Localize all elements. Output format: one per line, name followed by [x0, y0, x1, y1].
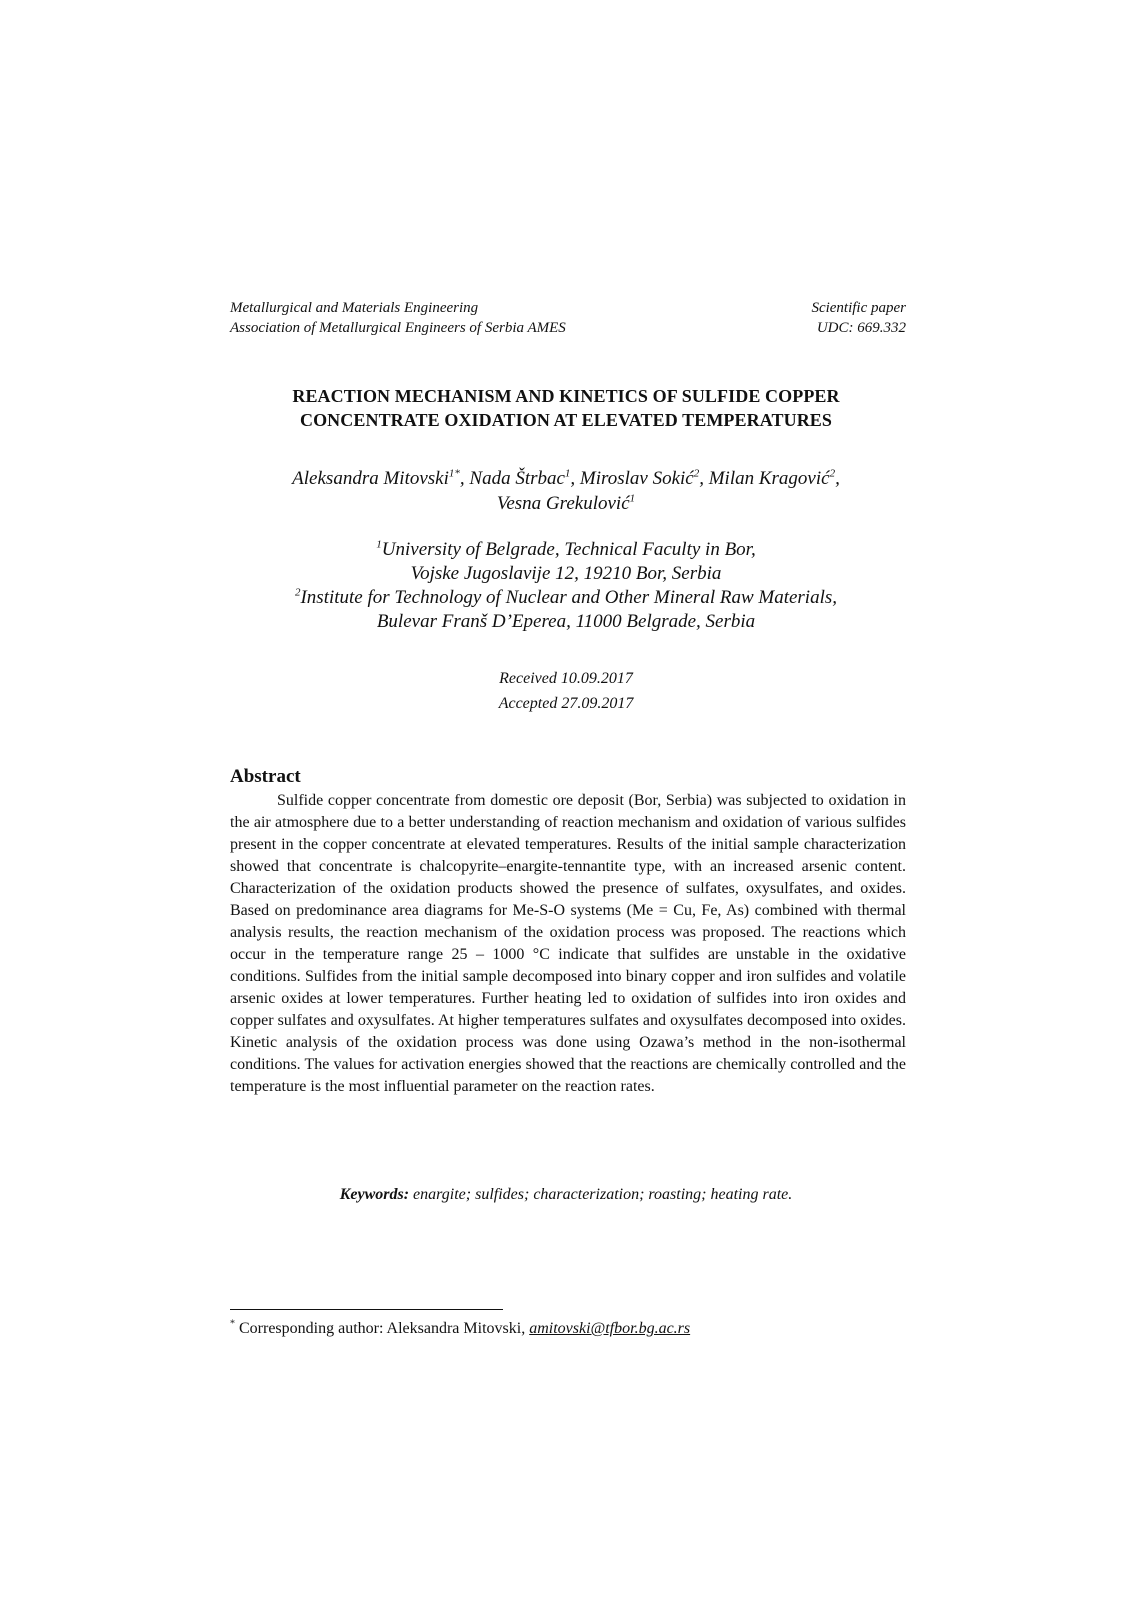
footnote-mark: *	[230, 1318, 235, 1330]
association-name: Association of Metallurgical Engineers of Serbia AMES	[230, 320, 566, 336]
author-affil-mark: 2	[693, 467, 700, 480]
author-affil-mark: 1	[564, 467, 571, 480]
affiliation-1-name: University of Belgrade, Technical Faculty in Bor,	[381, 539, 756, 560]
author-affil-mark: 1	[629, 492, 636, 505]
affiliations	[150, 538, 982, 634]
header-row-1	[230, 298, 906, 318]
author-name: Aleksandra Mitovski	[292, 468, 449, 489]
email-link[interactable]: amitovski@tfbor.bg.ac.rs	[529, 1320, 691, 1337]
author-name: Miroslav Sokić	[579, 468, 694, 489]
affiliation-mark: 2	[294, 586, 301, 599]
title-line-1: REACTION MECHANISM AND KINETICS OF SULFIDE COPPER	[292, 386, 840, 406]
author-separator: ,	[699, 468, 709, 489]
affiliation-2-line-1	[150, 586, 982, 610]
keywords-text: enargite; sulfides; characterization; roasting; heating rate.	[409, 1186, 793, 1203]
affiliation-2-name: Institute for Technology of Nuclear and Other Mineral Raw Materials,	[300, 587, 838, 608]
corresponding-author-footnote	[230, 1318, 906, 1340]
author-list	[150, 466, 982, 516]
paper-type: Scientific paper	[811, 300, 906, 316]
journal-name: Metallurgical and Materials Engineering	[230, 300, 479, 316]
author-affil-mark: 2	[829, 467, 836, 480]
authors-line-2	[150, 491, 982, 516]
footnote-divider	[230, 1309, 503, 1310]
affiliation-2-line-2: Bulevar Franš D’Eperea, 11000 Belgrade, Serbia	[376, 611, 756, 632]
authors-line-1	[150, 466, 982, 491]
keywords	[150, 1184, 982, 1206]
author-separator: ,	[459, 468, 470, 489]
abstract-text: Sulfide copper concentrate from domestic ore deposit (Bor, Serbia) was subjected to oxidation in the air atmosphere due to a better understanding of reaction mechanism and oxidation of various sulfides present in the copper concentrate at elevated temperatures. Results of the initial sample characterization showed that concentrate is chalcopyrite–enargite-tennantite type, with an increased arsenic content. Characterization of the oxidation products showed the presence of sulfates, oxysulfates, and oxides. Based on predominance area diagrams for Me-S-O systems (Me = Cu, Fe, As) combined with thermal analysis results, the reaction mechanism of the oxidation process was proposed. The reactions which occur in the temperature range 25 – 1000 °C indicate that sulfides are unstable in the oxidative conditions. Sulfides from the initial sample decomposed into binary copper and iron sulfides and volatile arsenic oxides at lower temperatures. Further heating led to oxidation of sulfides into iron oxides and copper sulfates and oxysulfates. At higher temperatures sulfates and oxysulfates decomposed into oxides. Kinetic analysis of the oxidation process was done using Ozawa’s method in the non-isothermal conditions. The values for activation energies showed that the reactions are chemically controlled and the temperature is the most influential parameter on the reaction rates.	[230, 792, 906, 1095]
footnote-text: Corresponding author: Aleksandra Mitovski,	[235, 1320, 530, 1337]
author-affil-mark: 1*	[448, 467, 460, 480]
journal-header	[230, 298, 906, 338]
author-separator: ,	[570, 468, 580, 489]
affiliation-1-line-2: Vojske Jugoslavije 12, 19210 Bor, Serbia	[410, 563, 722, 584]
title-line-2: CONCENTRATE OXIDATION AT ELEVATED TEMPERATURES	[299, 410, 833, 430]
abstract-heading: Abstract	[230, 766, 301, 787]
keywords-label: Keywords:	[339, 1186, 410, 1203]
received-date: Received 10.09.2017	[499, 670, 633, 687]
header-row-2	[230, 318, 906, 338]
paper-title	[150, 384, 982, 432]
author-name: Milan Kragović	[708, 468, 830, 489]
publication-dates	[150, 666, 982, 716]
author-name: Nada Štrbac	[469, 468, 565, 489]
accepted-date: Accepted 27.09.2017	[498, 695, 634, 712]
udc-code: UDC: 669.332	[816, 320, 906, 336]
affiliation-mark: 1	[376, 538, 382, 551]
author-name: Vesna Grekulović	[496, 493, 630, 514]
author-separator: ,	[835, 468, 840, 489]
affiliation-1-line-1	[150, 538, 982, 562]
